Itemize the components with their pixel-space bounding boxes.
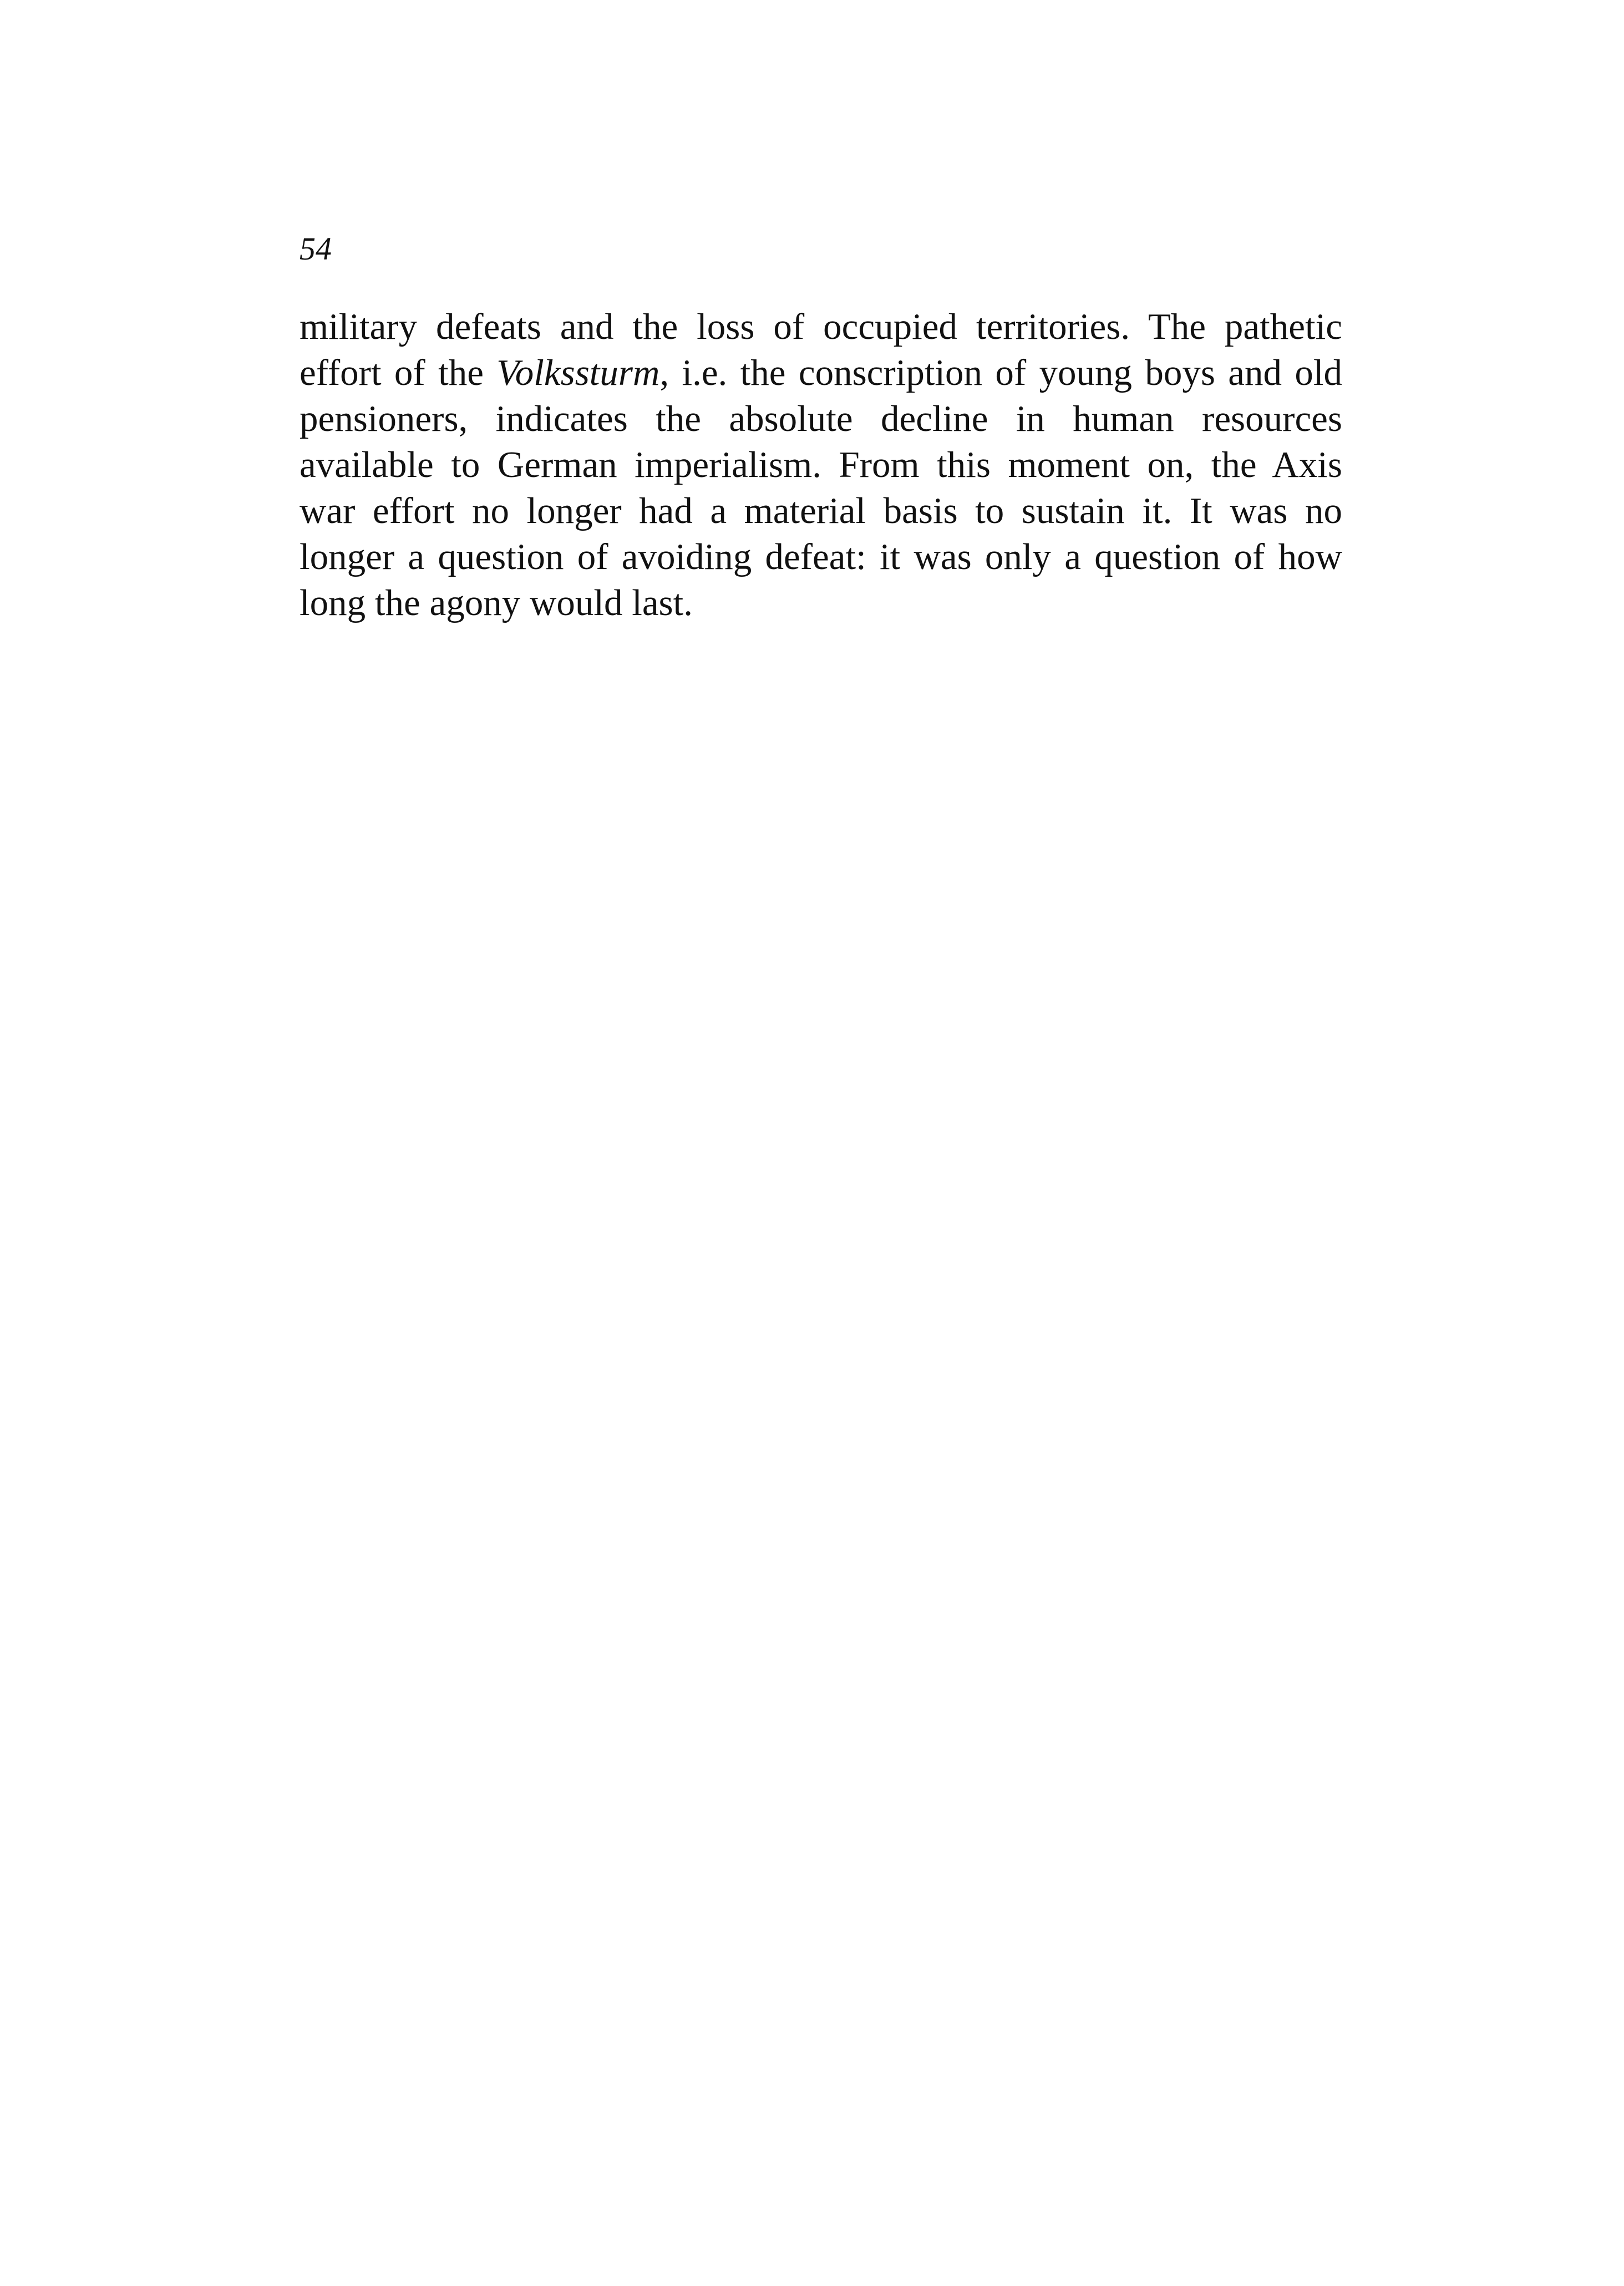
- text-line-3: pensioners, indicates the absolute decline in human resources: [300, 398, 1342, 439]
- text-line-5: war effort no longer had a material basis to sustain it. It was no: [300, 490, 1342, 531]
- text-line-7: long the agony would last.: [300, 582, 693, 623]
- text-line-2: [300, 350, 1342, 396]
- text-line-2-start: effort of the: [300, 352, 484, 393]
- italic-term-volkssturm: Volkssturm: [496, 352, 660, 393]
- text-line-6: longer a question of avoiding defeat: it was only a question of how: [300, 536, 1342, 577]
- page-number: 54: [300, 231, 332, 267]
- text-line-4: available to German imperialism. From this moment on, the Axis: [300, 444, 1342, 485]
- text-line-1: military defeats and the loss of occupied territories. The pathetic: [300, 306, 1342, 347]
- text-line-2-end: , i.e. the conscription of young boys and old: [659, 352, 1342, 393]
- body-paragraph: [300, 304, 1342, 626]
